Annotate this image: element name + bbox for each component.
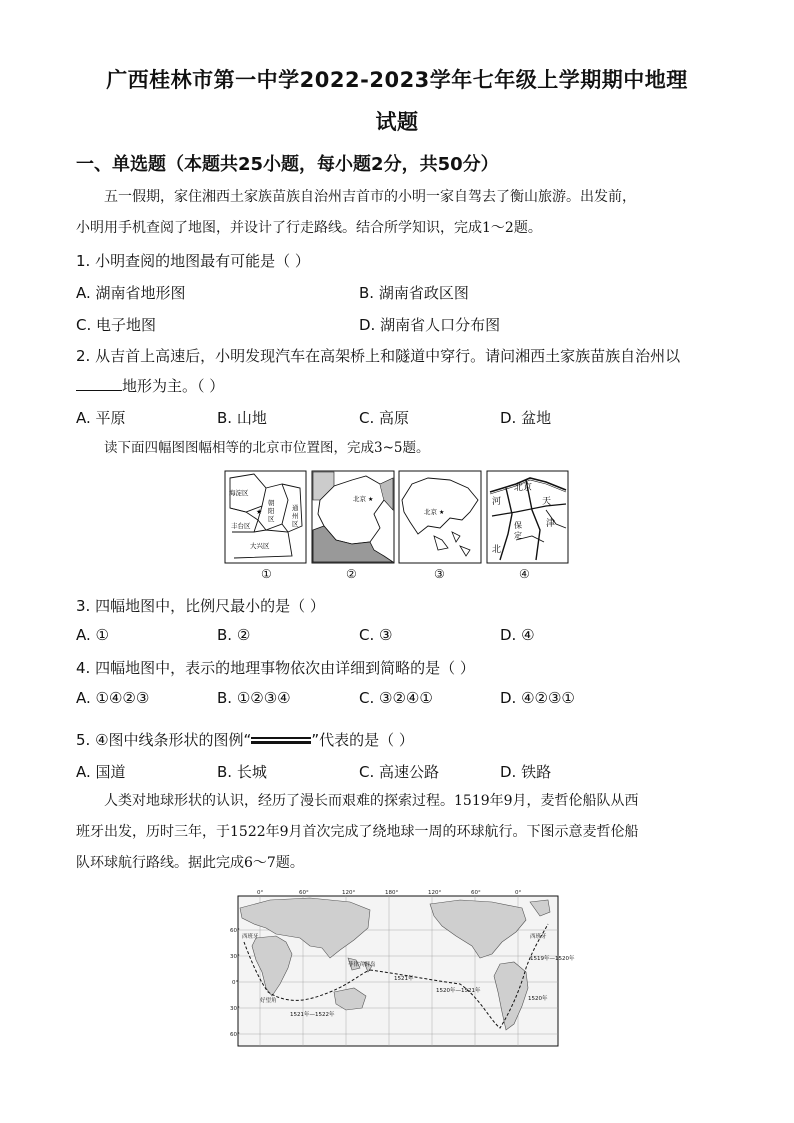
map-label-1: ① bbox=[261, 567, 272, 581]
lon-label-3: 180° bbox=[385, 890, 399, 896]
lat-label-1: 30° bbox=[230, 954, 240, 960]
map-1-beijing-districts bbox=[225, 471, 306, 563]
lat-label-2: 0° bbox=[232, 980, 239, 986]
intro3-line3: 队环球航行路线。据此完成6～7题。 bbox=[76, 855, 304, 871]
q4-option-b[interactable]: B. ①②③④ bbox=[217, 689, 291, 707]
lon-label-6: 0° bbox=[515, 890, 522, 896]
m4-jin: 津 bbox=[546, 519, 556, 529]
question-4-stem: 4. 四幅地图中，表示的地理事物依次由详细到简略的是（ ） bbox=[76, 659, 475, 677]
map-3-asia bbox=[399, 471, 481, 563]
q5-stem-after: ”代表的是（ ） bbox=[311, 731, 414, 749]
lon-label-1: 60° bbox=[299, 890, 309, 896]
q5-stem-before: 5. ④图中线条形状的图例“ bbox=[76, 731, 252, 749]
q5-option-b[interactable]: B. 长城 bbox=[217, 763, 267, 781]
magellan-route-map bbox=[230, 888, 575, 1048]
lon-label-0: 0° bbox=[257, 890, 264, 896]
q3-option-b[interactable]: B. ② bbox=[217, 626, 251, 644]
page-title-line2: 试题 bbox=[375, 110, 419, 134]
star-icon: ★ bbox=[368, 496, 374, 503]
map-4-figure bbox=[486, 470, 569, 564]
q2-option-b[interactable]: B. 山地 bbox=[217, 409, 267, 427]
intro3-line1: 人类对地球形状的认识，经历了漫长而艰难的探索过程。1519年9月，麦哲伦船队从西 bbox=[104, 793, 639, 809]
q4-option-c[interactable]: C. ③②④① bbox=[359, 689, 433, 707]
question-5-stem bbox=[76, 729, 414, 750]
label-1521-1522: 1521年—1522年 bbox=[290, 1012, 335, 1018]
intro2-text: 读下面四幅图图幅相等的北京市位置图，完成3~5题。 bbox=[104, 440, 430, 456]
intro-paragraph-1 bbox=[76, 182, 721, 244]
lon-label-2: 120° bbox=[342, 890, 356, 896]
q4-option-d[interactable]: D. ④②③① bbox=[500, 689, 575, 707]
page-title-line1: 广西桂林市第一中学2022-2023学年七年级上学期期中地理 bbox=[106, 68, 688, 92]
q5-option-c[interactable]: C. 高速公路 bbox=[359, 763, 440, 781]
label-philippines: 菲律宾群岛 bbox=[348, 962, 376, 968]
m4-ding: 定 bbox=[514, 531, 522, 540]
q4-option-a[interactable]: A. ①④②③ bbox=[76, 689, 150, 707]
map-2-china bbox=[312, 471, 394, 563]
question-2-stem-line2 bbox=[76, 375, 224, 396]
label-1520-1521: 1520年—1521年 bbox=[436, 988, 481, 994]
m3-beijing: 北京 bbox=[424, 508, 437, 516]
intro-paragraph-3 bbox=[76, 786, 721, 879]
q3-option-d[interactable]: D. ④ bbox=[500, 626, 535, 644]
m4-he: 河 bbox=[492, 497, 502, 507]
intro1-line2: 小明用手机查阅了地图，并设计了行走路线。结合所学知识，完成1～2题。 bbox=[76, 220, 542, 236]
m1-tongzhou-1: 通 bbox=[292, 504, 299, 512]
label-1520: 1520年 bbox=[528, 996, 548, 1002]
intro-paragraph-2 bbox=[76, 433, 721, 464]
question-2-stem-line1: 2. 从吉首上高速后，小明发现汽车在高架桥上和隧道中穿行。请问湘西土家族苗族自治州以 bbox=[76, 347, 681, 365]
m1-tongzhou-2: 州 bbox=[292, 512, 299, 520]
q1-option-b[interactable]: B. 湖南省政区图 bbox=[359, 284, 469, 302]
lat-label-3: 30° bbox=[230, 1006, 240, 1012]
label-spain-right: 西班牙 bbox=[530, 934, 547, 940]
q2-stem-line2-text: 地形为主。（ ） bbox=[122, 377, 225, 395]
m1-chaoyang-2: 阳 bbox=[268, 507, 275, 515]
q2-option-a[interactable]: A. 平原 bbox=[76, 409, 126, 427]
m1-chaoyang-3: 区 bbox=[268, 515, 275, 523]
label-cape: 好望角 bbox=[260, 998, 277, 1004]
section-heading: 一、单选题（本题共25小题，每小题2分，共50分） bbox=[76, 154, 499, 175]
m1-tongzhou-3: 区 bbox=[292, 520, 299, 528]
lon-label-4: 120° bbox=[428, 890, 442, 896]
map-label-2: ② bbox=[346, 567, 357, 581]
q5-option-a[interactable]: A. 国道 bbox=[76, 763, 126, 781]
q2-option-c[interactable]: C. 高原 bbox=[359, 409, 410, 427]
m1-chaoyang-1: 朝 bbox=[268, 499, 275, 507]
m1-daxing: 大兴区 bbox=[250, 542, 270, 550]
q1-option-d[interactable]: D. 湖南省人口分布图 bbox=[359, 316, 501, 334]
question-3-stem: 3. 四幅地图中，比例尺最小的是（ ） bbox=[76, 597, 325, 615]
m4-bao: 保 bbox=[514, 521, 522, 530]
label-1519-1520: 1519年—1520年 bbox=[530, 956, 575, 962]
m4-bei: 北 bbox=[492, 545, 502, 555]
m1-fengtai: 丰台区 bbox=[231, 522, 251, 530]
m4-beijing: 北京 bbox=[514, 483, 533, 493]
label-spain-left: 西班牙 bbox=[242, 934, 259, 940]
q5-option-d[interactable]: D. 铁路 bbox=[500, 763, 552, 781]
question-1-stem: 1. 小明查阅的地图最有可能是（ ） bbox=[76, 252, 310, 270]
intro3-line2: 班牙出发，历时三年，于1522年9月首次完成了绕地球一周的环球航行。下图示意麦哲伦船 bbox=[76, 824, 639, 840]
answer-blank[interactable] bbox=[76, 376, 122, 391]
map-label-4: ④ bbox=[519, 567, 530, 581]
m1-haidian: 海淀区 bbox=[229, 489, 249, 497]
m2-beijing: 北京 bbox=[353, 495, 366, 503]
railway-legend-icon bbox=[251, 737, 311, 745]
q2-option-d[interactable]: D. 盆地 bbox=[500, 409, 552, 427]
star-icon: ★ bbox=[439, 509, 445, 516]
intro1-line1: 五一假期，家住湘西土家族苗族自治州吉首市的小明一家自驾去了衡山旅游。出发前， bbox=[104, 189, 636, 205]
lat-label-4: 60° bbox=[230, 1032, 240, 1038]
beijing-maps-figure bbox=[224, 470, 486, 564]
m4-tian: 天 bbox=[542, 497, 552, 507]
q1-option-a[interactable]: A. 湖南省地形图 bbox=[76, 284, 186, 302]
q3-option-a[interactable]: A. ① bbox=[76, 626, 109, 644]
lon-label-5: 60° bbox=[471, 890, 481, 896]
lat-label-0: 60° bbox=[230, 928, 240, 934]
label-1521: 1521年 bbox=[394, 976, 414, 982]
star-icon: ★ bbox=[256, 508, 263, 516]
q3-option-c[interactable]: C. ③ bbox=[359, 626, 393, 644]
q1-option-c[interactable]: C. 电子地图 bbox=[76, 316, 157, 334]
map-label-3: ③ bbox=[434, 567, 445, 581]
